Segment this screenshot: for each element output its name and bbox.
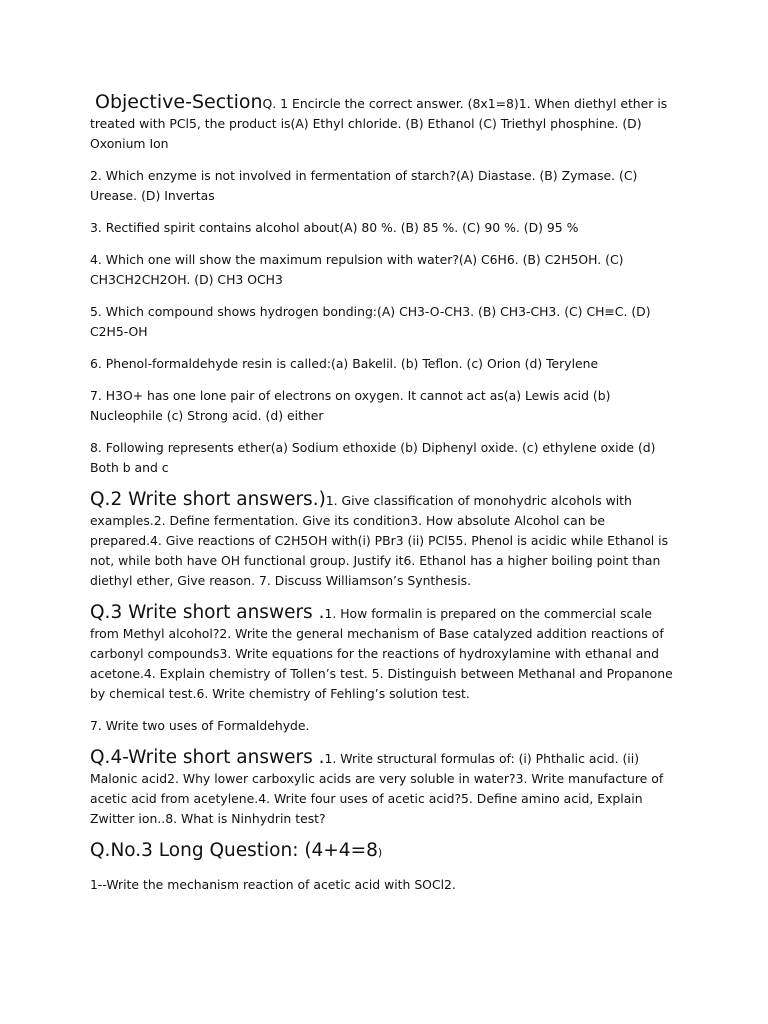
section-4-heading: Q.4-Write short answers . [90,747,325,768]
mcq-8: 8. Following represents ether(a) Sodium ethoxide (b) Diphenyl oxide. (c) ethylene oxide (d) Both b and c [90,440,656,475]
section-2-heading: Q.2 Write short answers.) [90,489,326,510]
section-4-body: 1. Write structural formulas of: (i) Phthalic acid. (ii) Malonic acid2. Why lower carboxylic acids are very soluble in water?3. Write manufacture of acetic acid from acetylene.4. Write four uses of acetic acid?5. Define amino acid, Explain Zwitter ion..8. What is Ninhydrin test? [90,751,664,826]
objective-section-paragraph [90,92,680,154]
mcq-6: 6. Phenol-formaldehyde resin is called:(a) Bakelil. (b) Teflon. (c) Orion (d) Terylene [90,356,599,371]
mcq-3: 3. Rectified spirit contains alcohol about(A) 80 %. (B) 85 %. (C) 90 %. (D) 95 % [90,220,579,235]
objective-section-heading: Objective-Section [95,91,263,113]
section-3-heading: Q.3 Write short answers . [90,602,325,623]
section-3-paragraph [90,603,680,704]
section-2-body: 1. Give classification of monohydric alcohols with examples.2. Define fermentation. Give its condition3. How absolute Alcohol can be prepared.4. Give reactions of C2H5OH with(i) PBr3 (ii) PCl55. Phenol is acidic while Ethanol is not, while both have OH functional group. Justify it6. Ethanol has a higher boiling point than diethyl ether, Give reason. 7. Discuss Williamson’s Synthesis. [90,493,669,588]
section-2-paragraph [90,490,680,591]
section-3-body: 1. How formalin is prepared on the commercial scale from Methyl alcohol?2. Write the general mechanism of Base catalyzed addition reactions of carbonyl compounds3. Write equations for the reactions of hydroxylamine with ethanal and acetone.4. Explain chemistry of Tollen’s test. 5. Distinguish between Methanal and Propanone by chemical test.6. Write chemistry of Fehling’s solution test. [90,606,673,701]
long-question-heading: Q.No.3 Long Question: (4+4=8 [90,840,378,861]
mcq-2: 2. Which enzyme is not involved in fermentation of starch?(A) Diastase. (B) Zymase. (C) Urease. (D) Invertas [90,168,638,203]
long-question-1: 1--Write the mechanism reaction of acetic acid with SOCl2. [90,877,456,892]
long-question-heading-line [90,841,680,863]
mcq-7: 7. H3O+ has one lone pair of electrons on oxygen. It cannot act as(a) Lewis acid (b) Nucleophile (c) Strong acid. (d) either [90,388,611,423]
section-3-extra: 7. Write two uses of Formaldehyde. [90,718,310,733]
document-page [90,92,680,907]
mcq-5: 5. Which compound shows hydrogen bonding:(A) CH3-O-CH3. (B) CH3-CH3. (C) CH≡C. (D) C2H5-OH [90,304,651,339]
section-4-paragraph [90,748,680,829]
mcq-4: 4. Which one will show the maximum repulsion with water?(A) C6H6. (B) C2H5OH. (C) CH3CH2CH2OH. (D) CH3 OCH3 [90,252,624,287]
q1-intro-text: Q. 1 Encircle the correct answer. (8x1=8)1. When diethyl ether is treated with PCl5, the product is(A) Ethyl chloride. (B) Ethanol (C) Triethyl phosphine. (D) Oxonium Ion [90,96,668,151]
long-question-heading-close: ) [377,846,383,859]
